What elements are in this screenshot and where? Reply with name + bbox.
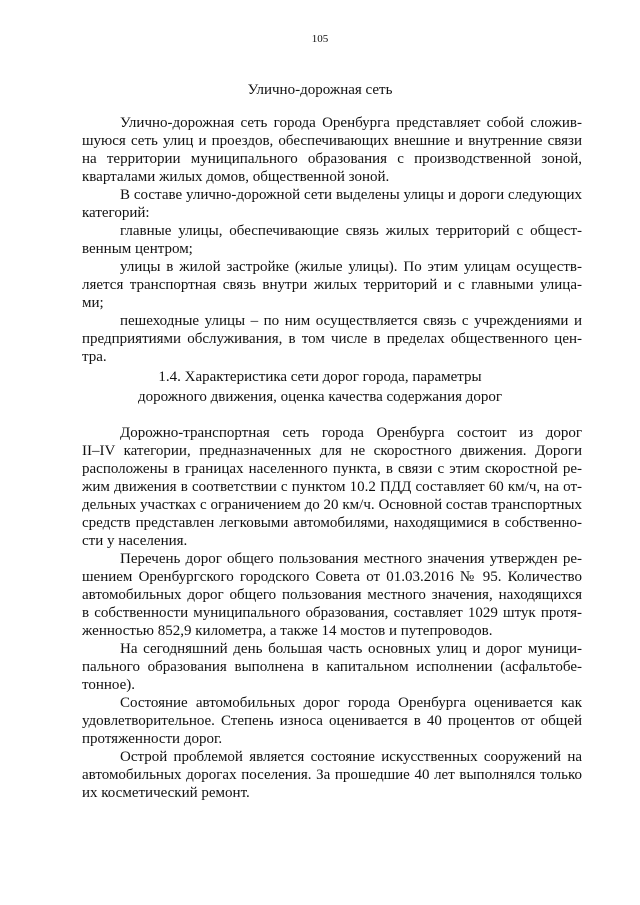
section-heading-1-4-line-2: дорожного движения, оценка качества содержания дорог: [137, 389, 503, 405]
s2-line-11: в собственности муниципального образования, составляет 1029 штук протя-: [82, 605, 582, 621]
s2-line-2: II–IV категории, предназначенных для не скоростного движения. Дороги: [82, 443, 582, 459]
s2-line-6: средств представлен легковыми автомобилями, находящимися в собственно-: [82, 515, 582, 531]
s1-line-6: категорий:: [82, 205, 150, 221]
s1-line-3: на территории муниципального образования с производственной зоной,: [82, 151, 582, 167]
section-heading-1-4-line-1: 1.4. Характеристика сети дорог города, параметры: [158, 369, 482, 385]
s2-line-5: дельных участках с ограничением до 20 км/ч. Основной состав транспортных: [82, 497, 582, 513]
s1-line-14: тра.: [82, 349, 107, 365]
s2-line-12: женностью 852,9 километра, а также 14 мостов и путепроводов.: [82, 623, 493, 639]
s2-line-4: жим движения в соответствии с пунктом 10.2 ПДД составляет 60 км/ч, на от-: [82, 479, 582, 495]
s2-line-17: удовлетворительное. Степень износа оценивается в 40 процентов от общей: [82, 713, 582, 729]
s2-line-7: сти у населения.: [82, 533, 188, 549]
s1-line-10: ляется транспортная связь внутри жилых территорий и с главными улица-: [82, 277, 582, 293]
s1-line-8: венным центром;: [82, 241, 193, 257]
s1-line-7: главные улицы, обеспечивающие связь жилых территорий с общест-: [120, 223, 582, 239]
s2-line-18: протяженности дорог.: [82, 731, 223, 747]
section-title-street-network: Улично-дорожная сеть: [247, 82, 393, 98]
s2-line-20: автомобильных дорогах поселения. За прошедшие 40 лет выполнялся только: [82, 767, 582, 783]
s1-line-13: предприятиями обслуживания, в том числе в пределах общественного цен-: [82, 331, 582, 347]
s1-line-12: пешеходные улицы – по ним осуществляется связь с учреждениями и: [120, 313, 582, 329]
s2-line-19: Острой проблемой является состояние искусственных сооружений на: [120, 749, 582, 765]
s2-line-9: шением Оренбургского городского Совета от 01.03.2016 № 95. Количество: [82, 569, 582, 585]
s2-line-21: их косметический ремонт.: [82, 785, 250, 801]
s2-line-16: Состояние автомобильных дорог города Оренбурга оценивается как: [120, 695, 582, 711]
s1-line-5: В составе улично-дорожной сети выделены улицы и дороги следующих: [120, 187, 582, 203]
s1-line-4: кварталами жилых домов, общественной зоной.: [82, 169, 390, 185]
s2-line-1: Дорожно-транспортная сеть города Оренбурга состоит из дорог: [120, 425, 582, 441]
s2-line-10: автомобильных дорог общего пользования местного значения, находящихся: [82, 587, 582, 603]
s1-line-11: ми;: [82, 295, 104, 311]
s1-line-2: шуюся сеть улиц и проездов, обеспечивающих внешние и внутренние связи: [82, 133, 582, 149]
page-number: 105: [311, 33, 329, 45]
s2-line-3: расположены в границах населенного пункта, в связи с этим скоростной ре-: [82, 461, 582, 477]
s2-line-15: тонное).: [82, 677, 135, 693]
s1-line-1: Улично-дорожная сеть города Оренбурга представляет собой сложив-: [120, 115, 582, 131]
s2-line-8: Перечень дорог общего пользования местного значения утвержден ре-: [120, 551, 582, 567]
s2-line-14: пального образования выполнена в капитальном исполнении (асфальтобе-: [82, 659, 582, 675]
s1-line-9: улицы в жилой застройке (жилые улицы). По этим улицам осуществ-: [120, 259, 582, 275]
s2-line-13: На сегодняшний день большая часть основных улиц и дорог муници-: [120, 641, 582, 657]
